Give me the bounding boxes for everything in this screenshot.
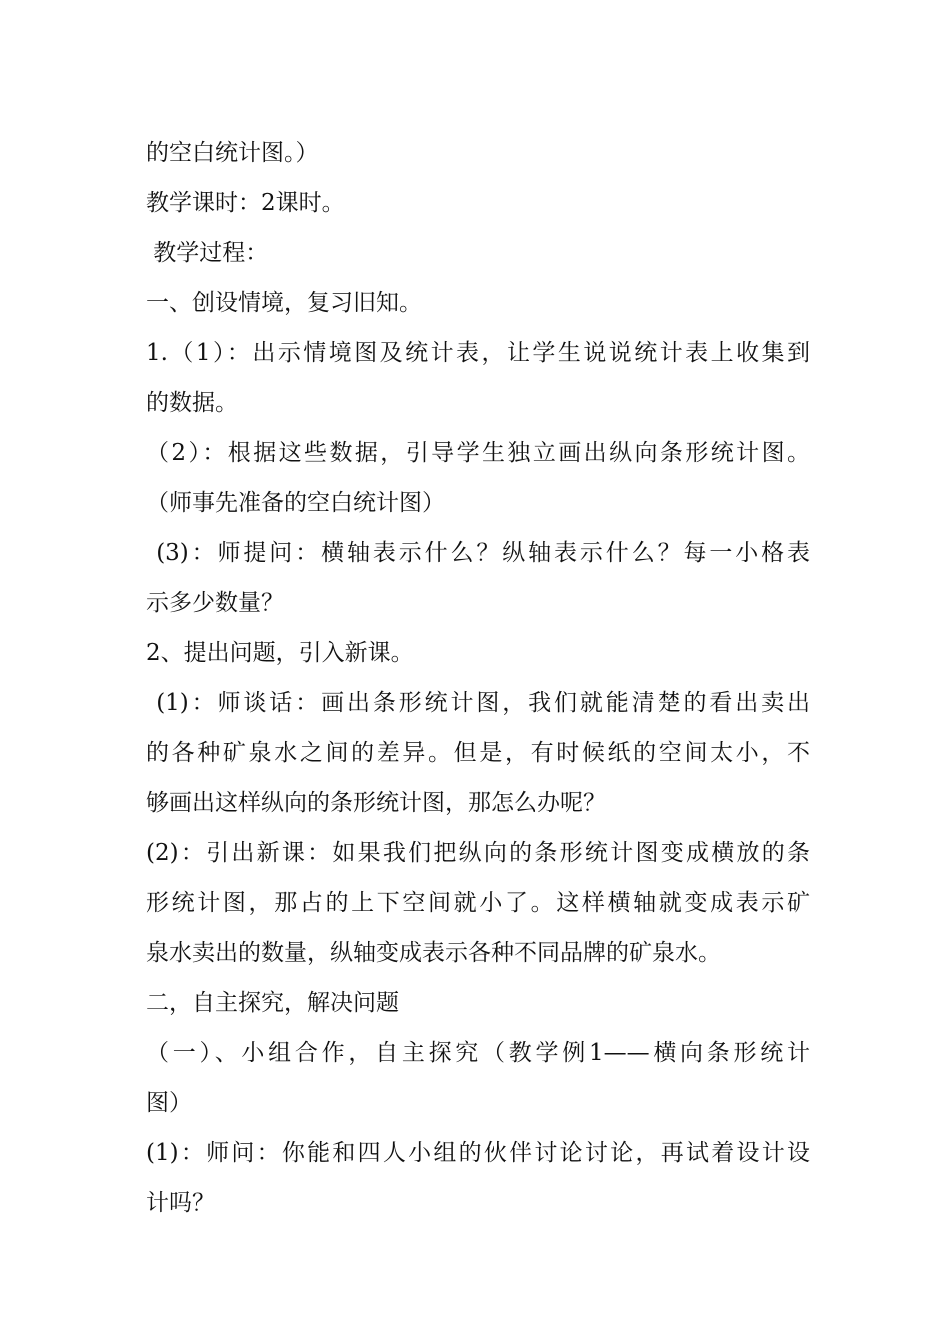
text-line: (2)：引出新课：如果我们把纵向的条形统计图变成横放的条 — [146, 840, 810, 866]
text-line: 的数据。 — [146, 390, 238, 416]
text-line: 的空白统计图。） — [146, 140, 319, 166]
text-line: （一）、小组合作，自主探究（教学例1——横向条形统计 — [146, 1040, 810, 1066]
text-line: 计吗？ — [146, 1190, 215, 1216]
text-line: (3)：师提问：横轴表示什么？纵轴表示什么？每一小格表 — [146, 540, 810, 566]
text-line: 教学过程： — [146, 240, 269, 266]
text-line: 1.（1）：出示情境图及统计表，让学生说说统计表上收集到 — [146, 340, 810, 366]
text-line: (1)：师问：你能和四人小组的伙伴讨论讨论，再试着设计设 — [146, 1140, 810, 1166]
text-line: （师事先准备的空白统计图） — [146, 490, 445, 516]
section-heading: 一、创设情境，复习旧知。 — [146, 290, 422, 316]
text-line: 泉水卖出的数量，纵轴变成表示各种不同品牌的矿泉水。 — [146, 940, 721, 966]
text-line: 的各种矿泉水之间的差异。但是，有时候纸的空间太小，不 — [146, 740, 810, 766]
text-line: 够画出这样纵向的条形统计图，那怎么办呢？ — [146, 790, 606, 816]
section-heading: 二，自主探究，解决问题 — [146, 990, 399, 1016]
text-line: 教学课时：2课时。 — [146, 190, 345, 216]
text-line: 2、提出问题，引入新课。 — [146, 640, 414, 666]
text-line: （2）：根据这些数据，引导学生独立画出纵向条形统计图。 — [146, 440, 810, 466]
text-line: 示多少数量？ — [146, 590, 284, 616]
document-body — [146, 128, 810, 1228]
text-line: 形统计图，那占的上下空间就小了。这样横轴就变成表示矿 — [146, 890, 810, 916]
text-line: 图） — [146, 1090, 192, 1116]
text-line: (1)：师谈话：画出条形统计图，我们就能清楚的看出卖出 — [146, 690, 810, 716]
